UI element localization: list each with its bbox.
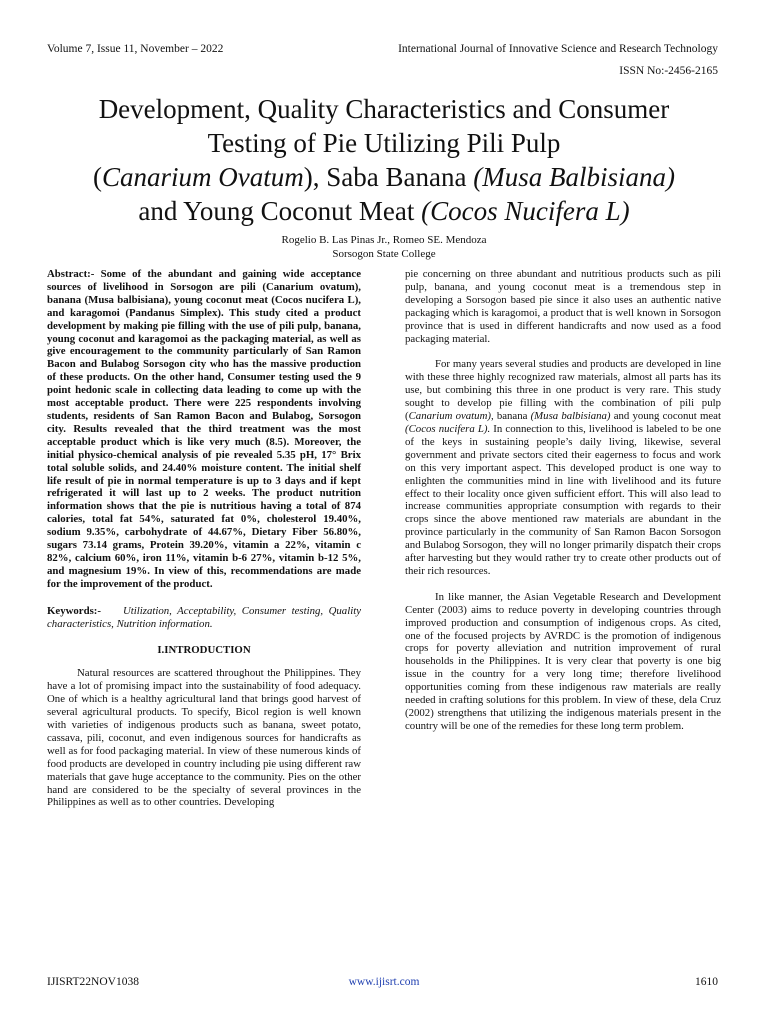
page-number: 1610 [695, 976, 718, 988]
footer-website-link[interactable]: www.ijisrt.com [348, 976, 420, 988]
paper-title [30, 92, 738, 228]
abstract: Abstract:- Some of the abundant and gaining wide acceptance sources of livelihood in Sorsogon are pili (Canarium ovatum), banana (Musa balbisiana), young coconut meat (Cocos nucifera L), and karagomoi (Pandanus Simplex). This study cited a product development by making pie filling with the use of pili pulp, banana, young coconut and karagomoi as the packaging material, as well as give encouragement to the community particularly of San Ramon Bacon and Bulabog Sorsogon city who has the massive production of these products. On the other hand, Consumer testing used the 9 point hedonic scale in collecting data leading to come up with the most acceptable product. There were 225 respondents involving students, residents of San Ramon Bacon and Bulabog, Sorsogon city. Results revealed that the third treatment was the most acceptable product which is like very much (8.5). Moreover, the initial physico-chemical analysis of pie revealed 5.35 pH, 17° Brix total soluble solids, and 24.40% moisture content. The initial shelf life result of pie in normal temperature is up to 3 days and if kept refrigerated it will last up to 2 weeks. The product nutrition information shows that the pie is nutritious having a total of 874 calories, total fat 54%, saturated fat 0%, cholesterol 19.40%, sodium 9.35%, carbohydrate of 44.67%, Dietary Fiber 56.80%, sugars 73.14 grams, Protein 39.20%, vitamin a 22%, vitamin c 82%, calcium 60%, iron 11%, vitamin b-6 27%, vitamin b-12 5%, and magnesium 19%. In view of this, recommendations are made for the improvement of the product. [47, 268, 361, 590]
title-line-3b: Canarium Ovatum [102, 162, 304, 192]
keywords-label: Keywords:- [47, 604, 101, 617]
right-paragraph-3: In like manner, the Asian Vegetable Research and Development Center (2003) aims to reduce poverty in developing countries through improved production and consumption of indigenous crops. As cited, one of the focused projects by AVRDC is the promotion of indigenous crops for poverty alleviation and nutrition improvement of rural households in the Philippines. It is very clear that poverty is one big issue in the country for a very long time; therefore livelihood opportunities coming from these indigenous raw materials are really needed in crafting solutions for this problem. In view of these, dela Cruz (2002) strengthens that utilizing the indigenous materials present in the country will be one of the remedies for these long term problem. [405, 590, 721, 732]
right-paragraph-2 [405, 358, 721, 577]
title-line-4a: and Young Coconut Meat [138, 196, 422, 226]
left-column [47, 268, 361, 809]
keywords [47, 605, 361, 631]
author-block [0, 233, 768, 261]
p2-part-d: (Musa balbisiana) [530, 410, 611, 423]
section-heading-introduction: I.INTRODUCTION [157, 644, 251, 657]
p2-part-a: For many years several studies and products are developed in line with these three highly recognized raw materials, almost all parts has its use, but combining this three in one product is very rare. This study sought to develop pie filling with the combination of pili pulp ( [405, 358, 721, 423]
title-line-3a: ( [93, 162, 103, 192]
right-column [405, 268, 721, 733]
volume-issue: Volume 7, Issue 11, November – 2022 [47, 43, 224, 55]
journal-name: International Journal of Innovative Science and Research Technology [398, 43, 718, 55]
right-paragraph-1: pie concerning on three abundant and nutritious products such as pili pulp, banana, and young coconut meat is a tremendous step in developing a Sorsogon based pie since it also uses an authentic native packaging which is karagomoi, a product that is well known in Sorsogon province that is used in different handicrafts and now used as a food packaging material. [405, 268, 721, 345]
intro-paragraph-1: Natural resources are scattered throughout the Philippines. They have a lot of promising impact into the sustainability of food adequacy. One of which is a healthy agricultural land that brings good harvest of several agricultural products. To specify, Bicol region is well known with varieties of indigenous products such as banana, sweet potato, cassava, pili, coconut, and even indigenous sources for handicrafts as well as for food packaging material. In view of these numerous kinds of food products are developed in country including pie using different raw materials that gave huge acceptance to the community. Pies on the other hand are considered to be the specialty of several provinces in the Philippines as well as to other countries. Developing [47, 667, 361, 809]
p2-part-e: and young coconut meat [610, 410, 721, 423]
keywords-text: Utilization, Acceptability, Consumer testing, Quality characteristics, Nutrition information. [47, 604, 361, 630]
issn: ISSN No:-2456-2165 [619, 65, 718, 77]
title-line-2: Testing of Pie Utilizing Pili Pulp [207, 128, 561, 158]
footer-paper-code: IJISRT22NOV1038 [47, 976, 139, 988]
p2-part-g: In connection to this, livelihood is labeled to be one of the keys in sustaining people’s daily living, likewise, several government and private sectors cited their eagerness to focus and work on this very important aspect. This developed product is one way to enlighten the communities mind in line with livelihood and its future effect to their locality once given sufficient effort. This will also lead to increase communities appropriate consumption with regards to their crops since the above mentioned raw materials are abundant in the province particularly in the community of San Ramon Bacon Sorsogon and Bulabog Sorsogon, they will no longer primarily dispatch their crops after harvesting but they would rather try to create other products out of their rich resources. [405, 422, 721, 577]
title-line-1: Development, Quality Characteristics and Consumer [98, 94, 670, 124]
p2-part-c: banana [493, 410, 531, 423]
title-line-3d: (Musa Balbisiana) [473, 162, 675, 192]
p2-part-b: Canarium ovatum), [408, 410, 494, 423]
p2-part-f: (Cocos nucifera L). [405, 422, 491, 435]
title-line-4b: (Cocos Nucifera L) [421, 196, 630, 226]
author-names: Rogelio B. Las Pinas Jr., Romeo SE. Mendoza [281, 234, 487, 246]
affiliation: Sorsogon State College [332, 248, 436, 260]
title-line-3c: ), Saba Banana [303, 162, 474, 192]
